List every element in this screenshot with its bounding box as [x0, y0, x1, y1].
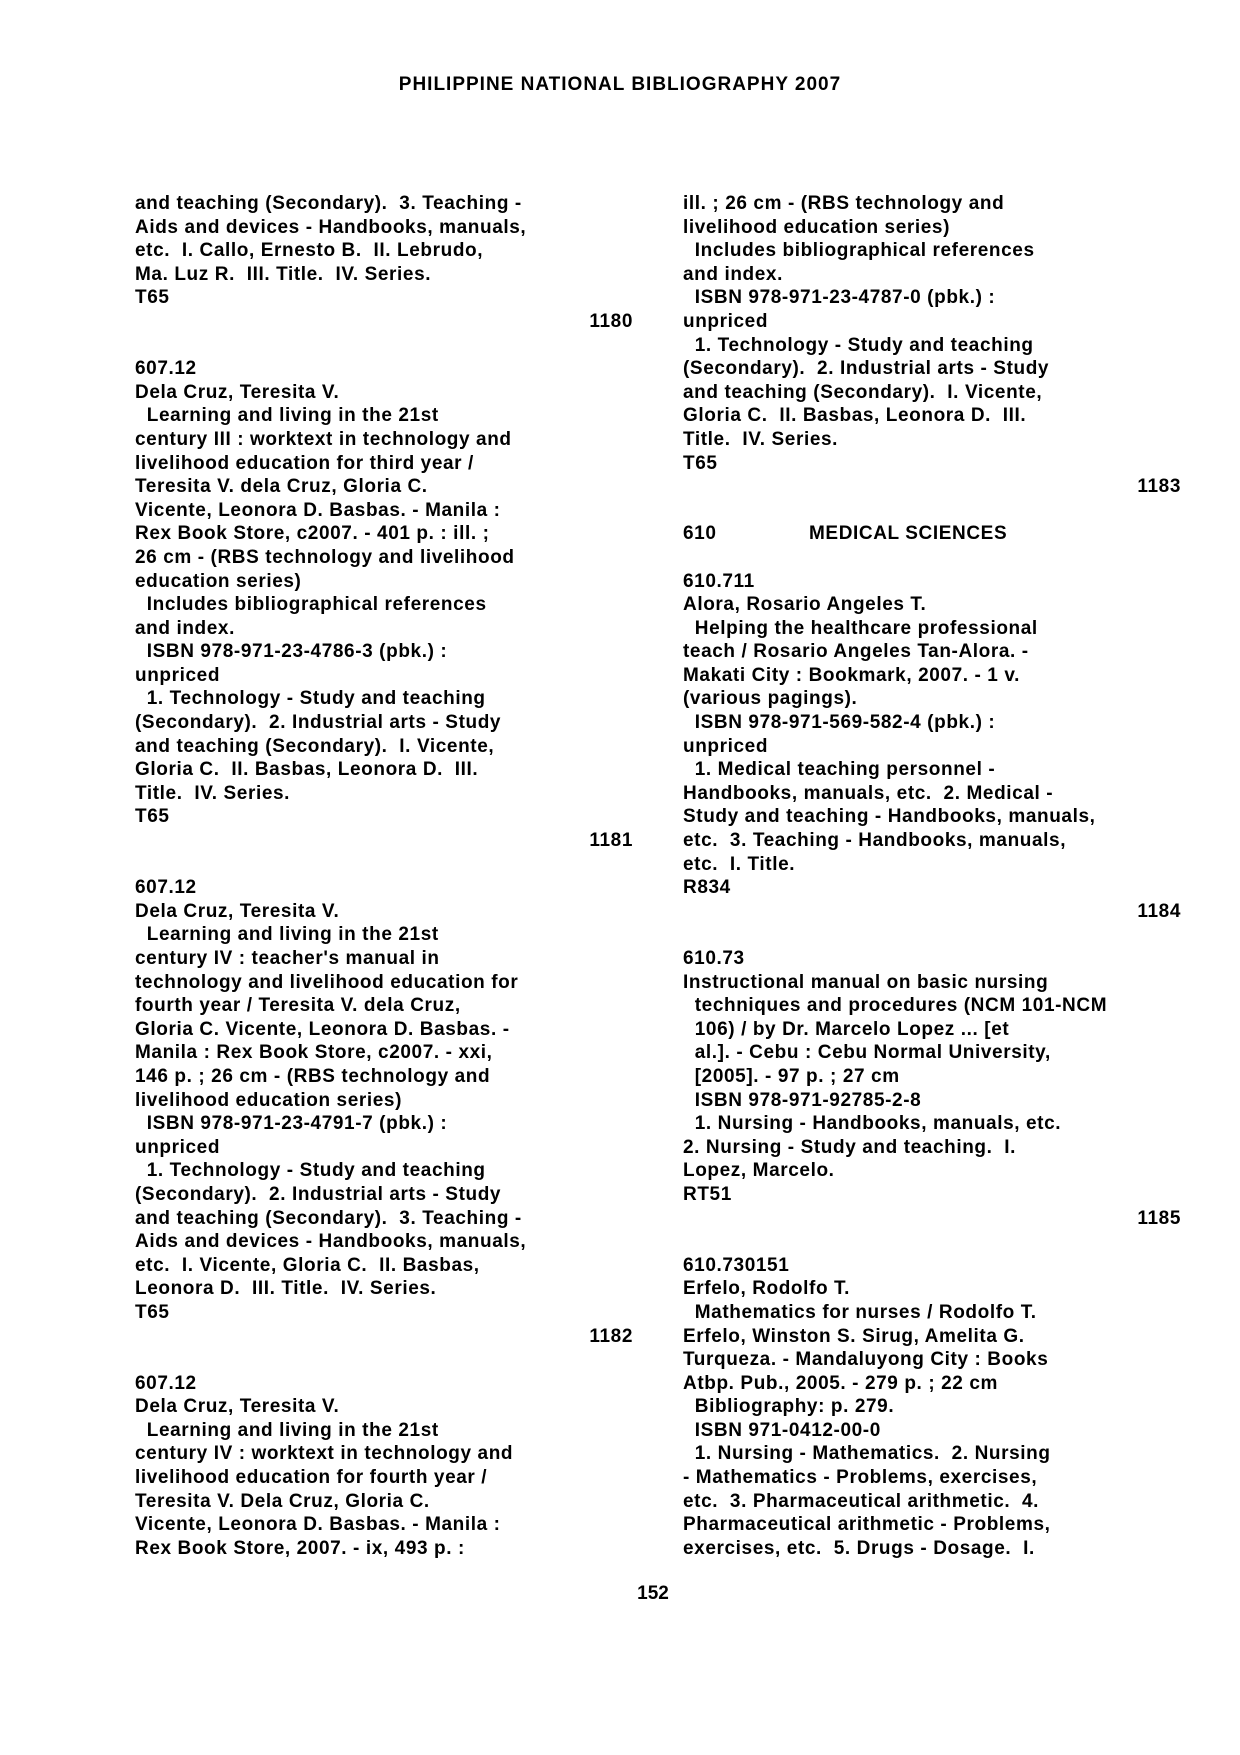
entry-line: exercises, etc. 5. Drugs - Dosage. I.: [683, 1537, 1035, 1559]
entry-line: Gloria C. Vicente, Leonora D. Basbas. -: [135, 1018, 510, 1040]
entry-gap: [683, 1230, 1203, 1254]
entry-line: RT51: [683, 1183, 732, 1205]
entry-line: Mathematics for nurses / Rodolfo T.: [683, 1301, 1037, 1323]
entry-line: etc. I. Callo, Ernesto B. II. Lebrudo,: [135, 240, 484, 262]
entry-line: Vicente, Leonora D. Basbas. - Manila :: [135, 1514, 501, 1536]
entry-line: Dela Cruz, Teresita V.: [135, 900, 340, 922]
entry-line: T65: [135, 806, 170, 828]
entry-number: 1182: [589, 1325, 633, 1347]
entry-line: [2005]. - 97 p. ; 27 cm: [683, 1065, 900, 1087]
entry-line: Vicente, Leonora D. Basbas. - Manila :: [135, 499, 501, 521]
entry-line: unpriced: [683, 735, 769, 757]
entry-line: livelihood education series): [135, 1089, 403, 1111]
entry-line: livelihood education for third year /: [135, 452, 474, 474]
entry-line: Alora, Rosario Angeles T.: [683, 594, 927, 616]
entry-line: Turqueza. - Mandaluyong City : Books: [683, 1349, 1049, 1371]
entry-line: century III : worktext in technology and: [135, 428, 512, 450]
entry-line: and index.: [683, 263, 783, 285]
entry-number: 1181: [589, 830, 633, 852]
entry-line: Ma. Luz R. III. Title. IV. Series.: [135, 263, 432, 285]
entry-line: (Secondary). 2. Industrial arts - Study: [135, 712, 502, 734]
entry-line: Atbp. Pub., 2005. - 279 p. ; 22 cm: [683, 1372, 998, 1394]
entry-gap: [683, 499, 1203, 523]
entry-line: etc. I. Title.: [683, 853, 796, 875]
entry-line: 26 cm - (RBS technology and livelihood: [135, 546, 515, 568]
entry-line: (various pagings).: [683, 688, 858, 710]
entry-line: Handbooks, manuals, etc. 2. Medical -: [683, 782, 1054, 804]
entry-line: 607.12: [135, 877, 197, 899]
section-code: 610: [683, 523, 717, 545]
entry-line: ill. ; 26 cm - (RBS technology and: [683, 193, 1005, 214]
entry-gap: [135, 853, 655, 877]
entry-line: 1. Medical teaching personnel -: [683, 759, 996, 781]
page-number: 152: [637, 1583, 669, 1604]
entry-line: and teaching (Secondary). 3. Teaching -: [135, 1207, 522, 1229]
entry-line: ISBN 978-971-569-582-4 (pbk.) :: [683, 712, 996, 734]
entry-line: 146 p. ; 26 cm - (RBS technology and: [135, 1065, 491, 1087]
entry-line: T65: [683, 452, 718, 474]
entry-line: 1. Nursing - Handbooks, manuals, etc.: [683, 1113, 1062, 1135]
entry-line: 1. Technology - Study and teaching: [135, 1160, 486, 1182]
entry-line: teach / Rosario Angeles Tan-Alora. -: [683, 641, 1029, 663]
entry-line: and teaching (Secondary). 3. Teaching -: [135, 193, 522, 214]
entry-line: Includes bibliographical references: [135, 594, 487, 616]
entry-line: (Secondary). 2. Industrial arts - Study: [135, 1183, 502, 1205]
entry-line: and teaching (Secondary). I. Vicente,: [135, 735, 495, 757]
entry-line: ISBN 978-971-23-4787-0 (pbk.) :: [683, 287, 996, 309]
entry-line: 610.730151: [683, 1254, 790, 1276]
entry-line: Makati City : Bookmark, 2007. - 1 v.: [683, 664, 1020, 686]
entry-line: Rex Book Store, 2007. - ix, 493 p. :: [135, 1537, 465, 1559]
entry-line: 106) / by Dr. Marcelo Lopez ... [et: [683, 1018, 1010, 1040]
entry-line: century IV : teacher's manual in: [135, 948, 440, 969]
entry-line: techniques and procedures (NCM 101-NCM: [683, 995, 1108, 1017]
entry-line: livelihood education series): [683, 216, 951, 238]
right-column: [683, 192, 1203, 1560]
entry-line: Erfelo, Rodolfo T.: [683, 1278, 851, 1300]
section-heading: [683, 522, 1203, 546]
entry-line: Learning and living in the 21st: [135, 1419, 439, 1441]
entry-line: Erfelo, Winston S. Sirug, Amelita G.: [683, 1325, 1025, 1347]
entry-line: Dela Cruz, Teresita V.: [135, 1396, 340, 1418]
entry-line: fourth year / Teresita V. dela Cruz,: [135, 995, 461, 1017]
entry-line: 607.12: [135, 1372, 197, 1394]
entry-line: Manila : Rex Book Store, c2007. - xxi,: [135, 1042, 493, 1064]
entry-line: Leonora D. III. Title. IV. Series.: [135, 1278, 437, 1300]
entry-line: 1. Nursing - Mathematics. 2. Nursing: [683, 1443, 1051, 1465]
entry-number: 1180: [589, 310, 633, 332]
entry-line: Helping the healthcare professional: [683, 617, 1038, 639]
entry-line: Pharmaceutical arithmetic - Problems,: [683, 1514, 1051, 1536]
entry-line: Title. IV. Series.: [135, 782, 291, 804]
entry-line: ISBN 978-971-92785-2-8: [683, 1089, 922, 1111]
page-header-title: PHILIPPINE NATIONAL BIBLIOGRAPHY 2007: [398, 74, 842, 95]
entry-number: 1183: [1137, 476, 1181, 498]
entry-line: Bibliography: p. 279.: [683, 1396, 895, 1418]
entry-line: Dela Cruz, Teresita V.: [135, 381, 340, 403]
entry-gap: [135, 334, 655, 358]
entry-line: etc. 3. Teaching - Handbooks, manuals,: [683, 830, 1067, 852]
entry-line: 610.73: [683, 948, 745, 969]
entry-line: 1. Technology - Study and teaching: [135, 688, 486, 710]
entry-line: and index.: [135, 617, 235, 639]
entry-line: Learning and living in the 21st: [135, 924, 439, 946]
entry-line: al.]. - Cebu : Cebu Normal University,: [683, 1042, 1051, 1064]
entry-line: Gloria C. II. Basbas, Leonora D. III.: [135, 759, 479, 781]
entry-line: Gloria C. II. Basbas, Leonora D. III.: [683, 405, 1027, 427]
entry-line: T65: [135, 1301, 170, 1323]
entry-line: Study and teaching - Handbooks, manuals,: [683, 806, 1096, 828]
section-label: MEDICAL SCIENCES: [809, 523, 1008, 545]
entry-line: Includes bibliographical references: [683, 240, 1035, 262]
entry-line: technology and livelihood education for: [135, 971, 519, 993]
entry-line: unpriced: [135, 1136, 221, 1158]
entry-line: Title. IV. Series.: [683, 428, 839, 450]
entry-gap: [135, 1348, 655, 1372]
entry-line: education series): [135, 570, 302, 592]
entry-line: and teaching (Secondary). I. Vicente,: [683, 381, 1043, 403]
entry-line: R834: [683, 877, 731, 899]
entry-line: ISBN 978-971-23-4786-3 (pbk.) :: [135, 641, 448, 663]
entry-line: Instructional manual on basic nursing: [683, 971, 1049, 993]
entry-line: 2. Nursing - Study and teaching. I.: [683, 1136, 1017, 1158]
entry-line: ISBN 978-971-23-4791-7 (pbk.) :: [135, 1113, 448, 1135]
entry-line: (Secondary). 2. Industrial arts - Study: [683, 358, 1050, 380]
entry-line: livelihood education for fourth year /: [135, 1467, 488, 1489]
entry-line: Teresita V. Dela Cruz, Gloria C.: [135, 1490, 430, 1512]
entry-line: unpriced: [683, 310, 769, 332]
entry-line: Aids and devices - Handbooks, manuals,: [135, 216, 527, 238]
entry-line: Rex Book Store, c2007. - 401 p. : ill. ;: [135, 523, 490, 545]
entry-line: 1. Technology - Study and teaching: [683, 334, 1034, 356]
entry-line: unpriced: [135, 664, 221, 686]
entry-number: 1185: [1137, 1207, 1181, 1229]
entry-line: Learning and living in the 21st: [135, 405, 439, 427]
entry-line: century IV : worktext in technology and: [135, 1443, 514, 1465]
entry-number: 1184: [1137, 900, 1181, 922]
entry-gap: [683, 923, 1203, 947]
entry-gap: [683, 546, 1203, 570]
left-column: [135, 192, 655, 1560]
entry-line: 607.12: [135, 358, 197, 380]
entry-line: T65: [135, 287, 170, 309]
entry-line: etc. 3. Pharmaceutical arithmetic. 4.: [683, 1490, 1040, 1512]
entry-line: Lopez, Marcelo.: [683, 1160, 835, 1182]
entry-line: - Mathematics - Problems, exercises,: [683, 1467, 1038, 1489]
entry-line: Aids and devices - Handbooks, manuals,: [135, 1231, 527, 1253]
entry-line: etc. I. Vicente, Gloria C. II. Basbas,: [135, 1254, 480, 1276]
entry-line: Teresita V. dela Cruz, Gloria C.: [135, 476, 428, 498]
entry-line: 610.711: [683, 570, 755, 592]
entry-line: ISBN 971-0412-00-0: [683, 1419, 881, 1441]
